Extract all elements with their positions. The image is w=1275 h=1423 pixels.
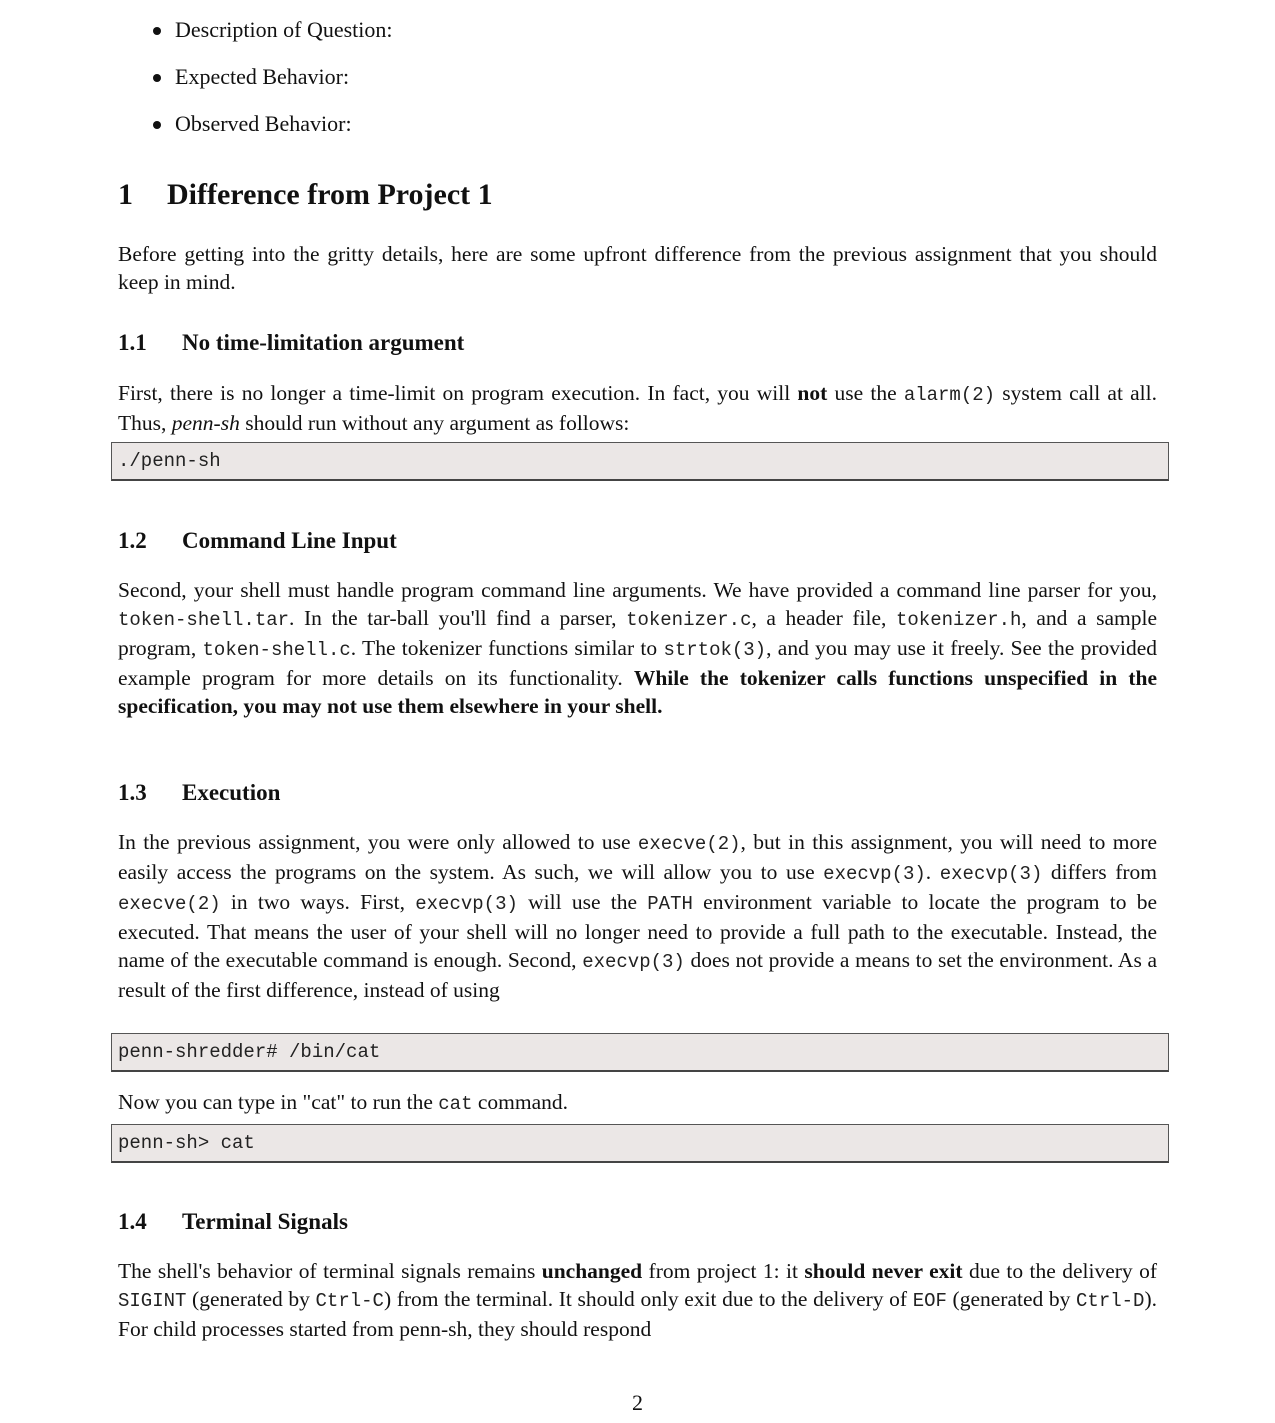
section-heading-1-2: 1.2 Command Line Input (118, 528, 397, 553)
section-1-2-paragraph: Second, your shell must handle program command line arguments. We have provided a command line parser for you, token-shell.tar. In the tar-ball you'll find a parser, tokenizer.c, a header file, tokenizer.h, and a sample program, token-shell.c. The tokenizer functions similar to strtok(3), and you may use it freely. See the provided example program for more details on its functionality. While the tokenizer calls functions unspecified in the specification, you may not use them elsewhere in your shell. (118, 578, 1157, 718)
code-block-new-shell: penn-sh> cat (111, 1124, 1169, 1163)
list-item: Expected Behavior: (153, 61, 393, 108)
list-item: Description of Question: (153, 14, 393, 61)
list-item: Observed Behavior: (153, 108, 393, 155)
section-1-4-paragraph: The shell's behavior of terminal signals remains unchanged from project 1: it should never exit due to the delivery of SIGINT (generated by Ctrl-C) from the terminal. It should only exit due to the delivery of EOF (generated by Ctrl-D). For child processes started from penn-sh, they should respond (118, 1259, 1158, 1341)
section-heading-1-4: 1.4 Terminal Signals (118, 1209, 348, 1234)
bug-report-fields-list (153, 14, 393, 155)
section-heading-1: 1 Difference from Project 1 (118, 178, 493, 211)
bullet-icon (153, 74, 161, 82)
bullet-icon (153, 121, 161, 129)
section-heading-1-1: 1.1 No time-limitation argument (118, 330, 465, 355)
section-heading-1-3: 1.3 Execution (118, 780, 281, 805)
bullet-icon (153, 27, 161, 35)
code-block-old-shell: penn-shredder# /bin/cat (111, 1033, 1169, 1072)
section-1-1-paragraph: First, there is no longer a time-limit on program execution. In fact, you will not use the alarm(2) system call at all. Thus, penn-sh should run without any argument as follows: (118, 381, 1157, 435)
section-1-3-note: Now you can type in "cat" to run the cat command. (118, 1090, 569, 1115)
page-number: 2 (632, 1390, 643, 1415)
code-block-run-command: ./penn-sh (111, 442, 1169, 481)
section-1-3-paragraph: In the previous assignment, you were only allowed to use execve(2), but in this assignment, you will need to more easily access the programs on the system. As such, we will allow you to use execvp(3). execvp(3) differs from execve(2) in two ways. First, execvp(3) will use the PATH environment variable to locate the program to be executed. That means the user of your shell will no longer need to provide a full path to the executable. Instead, the name of the executable command is enough. Second, execvp(3) does not provide a means to set the environment. As a result of the first difference, instead of using (118, 830, 1158, 1002)
section-1-intro: Before getting into the gritty details, here are some upfront difference from the previous assignment that you should keep in mind. (118, 242, 1157, 294)
